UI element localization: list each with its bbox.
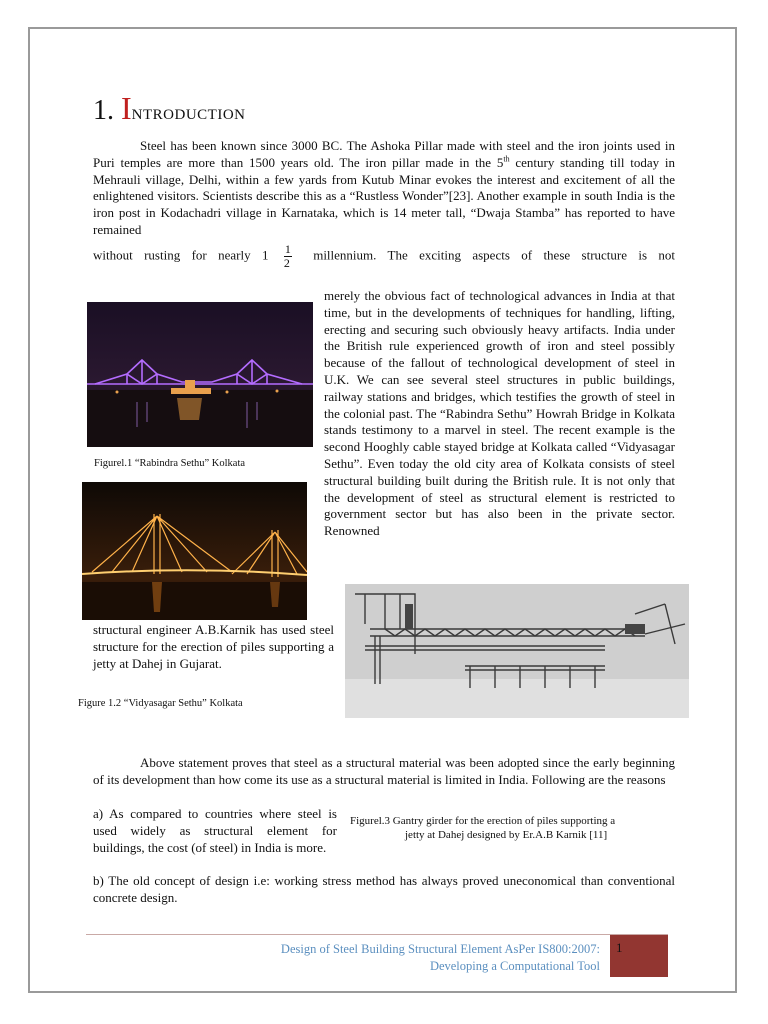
- page-number: 1: [616, 940, 623, 955]
- list-item-a: a) As compared to countries where steel is used widely as structural element for buildings, the cost (of steel) in India is more.: [93, 806, 337, 855]
- paragraph-statement: Above statement proves that steel as a structural material was been adopted since the early beginning of its development than how come its use as a structural material is limited in India. Following are the reasons: [93, 755, 675, 787]
- page-number-box: [610, 935, 668, 977]
- figure-3-caption: Figurel.3 Gantry girder for the erection of piles supporting a jetty at Dahej designed by Er.A.B Karnik [11]: [350, 815, 616, 841]
- heading-initial: I: [121, 90, 132, 126]
- list-item-b: b) The old concept of design i.e: working stress method has always proved uneconomical than conventional concrete design.: [93, 873, 675, 905]
- fraction-half: $\frac{1}{2}$: [283, 242, 291, 270]
- paragraph-intro: Steel has been known since 3000 BC. The Ashoka Pillar made with steel and the iron joints used in Puri temples are more than 1500 years old. The iron pillar made in the 5th century standing till today in Mehrauli village, Delhi, within a few yards from Kutub Minar evokes the interest and excitement of all the enlightened visitors. Scientists describe this as a “Rustless Wonder”[23]. Another example in south India is the iron post in Kodachadri village in Karnataka, which is 14 meter tall, “Dwaja Stamba” has reported to have remained: [93, 138, 675, 237]
- figure-rabindra-sethu-photo: [87, 302, 313, 447]
- paragraph-history: merely the obvious fact of technological advances in India at that time, but in the developments of techniques for handling, lifting, erecting and securing such obviously heavy artifacts. India under the British rule experienced growth of iron and steel possibly because of the fallout of technological development of steel in U.K. We can see several steel structures in public buildings, railway stations and bridges, which testifies the growth of steel in the colonial past. The “Rabindra Sethu” Howrah Bridge in Kolkata stands testimony to a marvel in steel. The recent example is the second Hooghly cable stayed bridge at Kolkata called “Vidyasagar Sethu”. Even today the old city area of Kolkata consists of steel structural building built during the British rule. It is not only that the development of steel as structural element is restricted to government sector but has also been in the private sector. Renowned: [324, 288, 675, 539]
- figure-gantry-girder-photo: [345, 584, 689, 718]
- heading-number: 1.: [93, 95, 114, 126]
- section-heading: [93, 92, 245, 128]
- paragraph-karnik: structural engineer A.B.Karnik has used steel structure for the erection of piles supporting a jetty at Dahej in Gujarat.: [93, 622, 334, 671]
- heading-rest: ntroduction: [131, 99, 246, 124]
- figure-2-caption: Figure 1.2 “Vidyasagar Sethu” Kolkata: [78, 698, 243, 709]
- figure-1-caption: Figurel.1 “Rabindra Sethu” Kolkata: [94, 458, 246, 469]
- footer-title: Design of Steel Building Structural Element AsPer IS800:2007: Developing a Computational Tool: [280, 942, 600, 973]
- paragraph-intro-last-line: without rusting for nearly 1 $\frac{1}{2}$ millennium. The exciting aspects of these structure is not: [93, 242, 676, 270]
- footer-rule: [86, 934, 668, 935]
- figure-vidyasagar-sethu-photo: [82, 482, 307, 620]
